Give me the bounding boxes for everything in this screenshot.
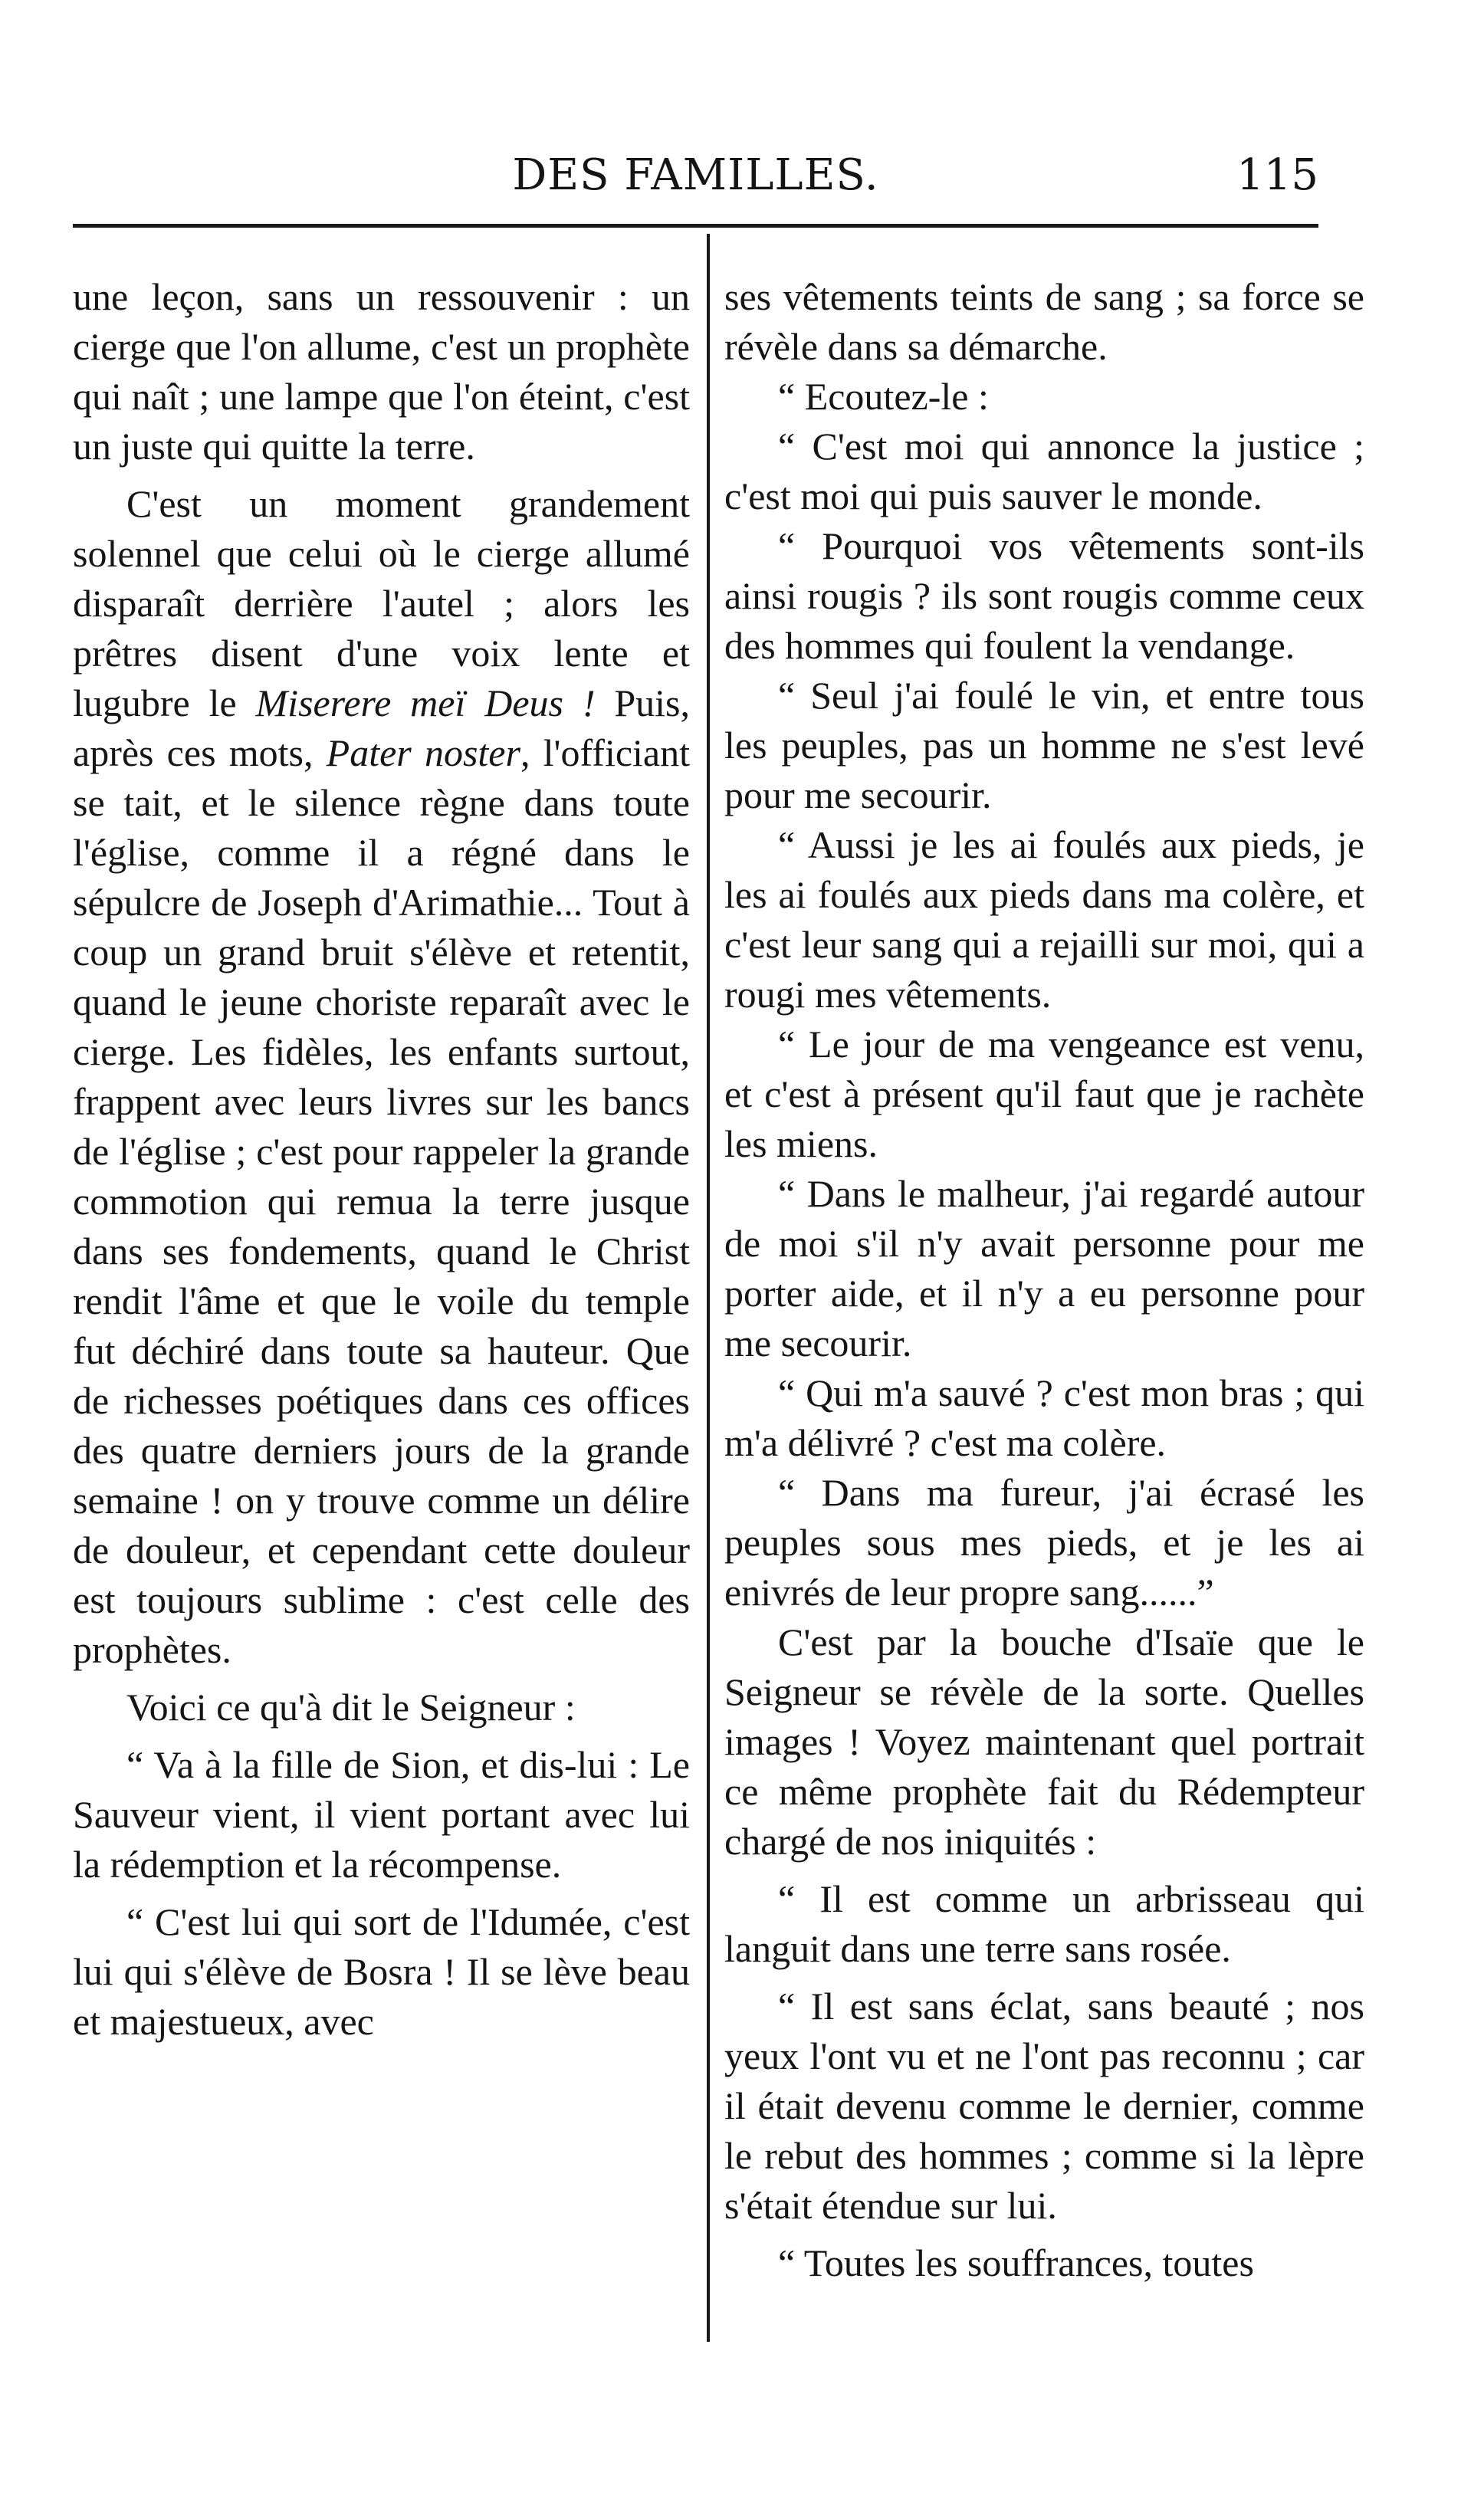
latin-phrase: Pater noster xyxy=(326,731,520,774)
quote-paragraph: “ Va à la fille de Sion, et dis-lui : Le Sauveur vient, il vient portant avec lui la rédemption et la récompense. xyxy=(73,1743,690,1886)
paragraph: ses vêtements teints de sang ; sa force se révèle dans sa démarche. xyxy=(724,275,1364,368)
latin-phrase: Miserere meï Deus ! xyxy=(255,681,596,724)
quote-paragraph: “ Dans ma fureur, j'ai écrasé les peuples sous mes pieds, et je les ai enivrés de leur propre sang......” xyxy=(724,1471,1364,1614)
quote-paragraph: “ Pourquoi vos vêtements sont-ils ainsi rougis ? ils sont rougis comme ceux des hommes qui foulent la vendange. xyxy=(724,524,1364,667)
quote-paragraph: “ Seul j'ai foulé le vin, et entre tous les peuples, pas un homme ne s'est levé pour me secourir. xyxy=(724,674,1364,816)
page-number: 115 xyxy=(1236,150,1318,200)
running-title: DES FAMILLES. xyxy=(512,150,879,200)
quote-paragraph: “ Il est comme un arbrisseau qui languit dans une terre sans rosée. xyxy=(724,1877,1364,1970)
paragraph xyxy=(73,479,690,1675)
quote-paragraph: “ Dans le malheur, j'ai regardé autour de moi s'il n'y avait personne pour me porter aide, et il n'y a eu personne pour me secourir. xyxy=(724,1172,1364,1364)
right-column xyxy=(724,272,1364,2288)
quote-paragraph: “ Qui m'a sauvé ? c'est mon bras ; qui m'a délivré ? c'est ma colère. xyxy=(724,1371,1364,1464)
quote-paragraph: “ Le jour de ma vengeance est venu, et c'est à présent qu'il faut que je rachète les miens. xyxy=(724,1023,1364,1165)
paragraph: Voici ce qu'à dit le Seigneur : xyxy=(126,1686,576,1729)
page-header xyxy=(73,150,1318,204)
column-divider xyxy=(707,234,710,2342)
header-rule xyxy=(73,224,1318,228)
quote-paragraph: “ C'est moi qui annonce la justice ; c'est moi qui puis sauver le monde. xyxy=(724,425,1364,517)
text-run: Puis, après ces mots, xyxy=(73,681,690,774)
quote-paragraph: “ Toutes les souffrances, toutes xyxy=(778,2241,1254,2284)
quote-paragraph: “ Aussi je les ai foulés aux pieds, je les ai foulés aux pieds dans ma colère, et c'est leur sang qui a rejailli sur moi, qui a rougi mes vêtements. xyxy=(724,823,1364,1016)
left-column xyxy=(73,272,690,2047)
paragraph: une leçon, sans un ressouvenir : un cierge que l'on allume, c'est un prophète qui naît ; une lampe que l'on éteint, c'est un juste qui quitte la terre. xyxy=(73,275,690,468)
text-run: C'est un moment grandement solennel que celui où le cierge allumé disparaît derrière l'autel ; alors les prêtres disent d'une voix lente et lugubre le xyxy=(73,482,690,724)
text-run: , l'officiant se tait, et le silence règne dans toute l'église, comme il a régné dans le sépulcre de Joseph d'Arimathie... Tout à coup un grand bruit s'élève et retentit, quand le jeune choriste reparaît avec le cierge. Les fidèles, les enfants surtout, frappent avec leurs livres sur les bancs de l'église ; c'est pour rappeler la grande commotion qui remua la terre jusque dans ses fondements, quand le Christ rendit l'âme et que le voile du temple fut déchiré dans toute sa hauteur. Que de richesses poétiques dans ces offices des quatre derniers jours de la grande semaine ! on y trouve comme un délire de douleur, et cependant cette douleur est toujours sublime : c'est celle des prophètes. xyxy=(73,731,691,1671)
paragraph: C'est par la bouche d'Isaïe que le Seigneur se révèle de la sorte. Quelles images ! Voyez maintenant quel portrait ce même prophète fait du Rédempteur chargé de nos iniquités : xyxy=(724,1620,1364,1863)
quote-paragraph: “ C'est lui qui sort de l'Idumée, c'est lui qui s'élève de Bosra ! Il se lève beau et majestueux, avec xyxy=(73,1900,690,2043)
quote-paragraph: “ Il est sans éclat, sans beauté ; nos yeux l'ont vu et ne l'ont pas reconnu ; car il était devenu comme le dernier, comme le rebut des hommes ; comme si la lèpre s'était étendue sur lui. xyxy=(724,1985,1364,2227)
quote-paragraph: “ Ecoutez-le : xyxy=(778,375,989,418)
